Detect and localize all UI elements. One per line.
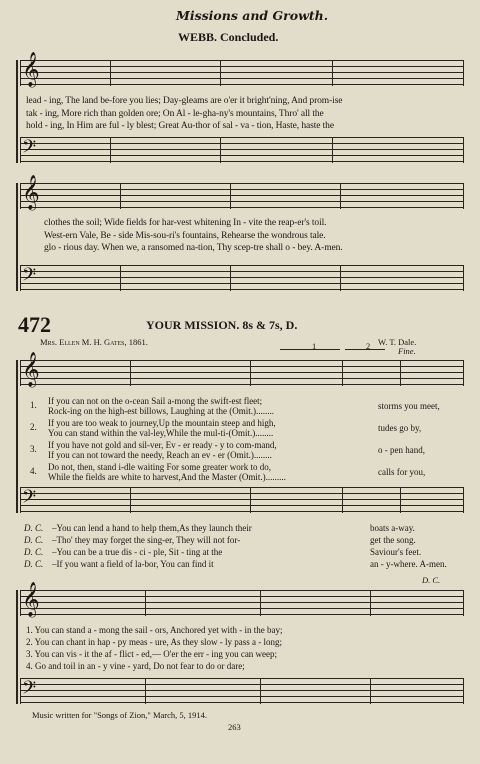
verse-tail: tudes go by, bbox=[378, 423, 422, 433]
second-ending-bracket bbox=[345, 349, 385, 350]
dc-label: D. C. bbox=[24, 523, 44, 533]
verse-line-2: You can stand within the val-ley,While the mul-ti-(Omit.)........ bbox=[48, 428, 274, 438]
verse-number: 3. bbox=[30, 444, 37, 454]
lyric-line: West-ern Vale, Be - side Mis-sou-ri's fountains, Rehearse the wondrous tale. bbox=[44, 231, 326, 241]
bass-clef-icon: 𝄢 bbox=[22, 137, 37, 162]
author-credit: Mrs. Ellen M. H. Gates, 1861. bbox=[40, 337, 148, 347]
verse-line-2: While the fields are white to harvest,And the Master (Omit.)......... bbox=[48, 472, 286, 482]
treble-clef-icon: 𝄞 bbox=[22, 352, 40, 387]
chorus-lyric-line: 3. You can vis - it the af - flict - ed,— O'er the err - ing you can weep; bbox=[26, 649, 278, 659]
verse-line-2: Rock-ing on the high-est billows, Laughing at the (Omit.)........ bbox=[48, 406, 274, 416]
footer-note: Music written for "Songs of Zion," March, 5, 1914. bbox=[32, 710, 208, 720]
verse-number: 2. bbox=[30, 422, 37, 432]
dc-text: –If you want a field of la-bor, You can find it bbox=[52, 559, 214, 569]
dc-label: D. C. bbox=[24, 547, 44, 557]
staff-bass-1 bbox=[20, 137, 464, 163]
lyric-line: lead - ing, The land be-fore you lies; Day-gleams are o'er it bright'ning, And prom-ise bbox=[26, 96, 343, 106]
system-brace bbox=[16, 360, 18, 513]
treble-clef-icon: 𝄞 bbox=[22, 52, 40, 87]
bass-clef-icon: 𝄢 bbox=[22, 487, 37, 512]
staff-bass-2 bbox=[20, 265, 464, 291]
lyric-line: tak - ing, More rich than golden ore; On Al - le-gha-ny's mountains, Thro' all the bbox=[26, 109, 324, 119]
verse-line-1: Do not, then, stand i-dle waiting For some greater work to do, bbox=[48, 462, 271, 472]
hymn-title-webb: WEBB. Concluded. bbox=[178, 30, 279, 44]
bass-clef-icon: 𝄢 bbox=[22, 265, 37, 290]
staff-bass-3 bbox=[20, 487, 464, 513]
hymn-title-your-mission: YOUR MISSION. 8s & 7s, D. bbox=[146, 318, 298, 332]
chorus-lyric-line: 1. You can stand a - mong the sail - ors, Anchored yet with - in the bay; bbox=[26, 625, 283, 635]
bass-clef-icon: 𝄢 bbox=[22, 678, 37, 703]
dc-text: –You can lend a hand to help them,As they launch their bbox=[52, 523, 252, 533]
first-ending-label: 1 bbox=[312, 341, 317, 351]
system-brace bbox=[16, 590, 18, 704]
hymn-number: 472 bbox=[18, 312, 51, 337]
dc-end: get the song. bbox=[370, 535, 416, 545]
treble-clef-icon: 𝄞 bbox=[22, 175, 40, 210]
verse-number: 1. bbox=[30, 400, 37, 410]
first-ending-bracket bbox=[280, 349, 340, 350]
staff-treble-1 bbox=[20, 52, 464, 87]
staff-treble-3 bbox=[20, 352, 464, 387]
dc-label: D. C. bbox=[24, 535, 44, 545]
page-number: 263 bbox=[228, 722, 241, 732]
second-ending-label: 2 bbox=[366, 341, 371, 351]
dc-end: Saviour's feet. bbox=[370, 547, 422, 557]
system-brace bbox=[16, 183, 18, 291]
running-head: Missions and Growth. bbox=[176, 8, 329, 23]
verse-line-1: If you can not on the o-cean Sail a-mong the swift-est fleet; bbox=[48, 396, 263, 406]
staff-treble-2 bbox=[20, 175, 464, 210]
verse-tail: calls for you, bbox=[378, 467, 426, 477]
composer-credit: W. T. Dale. bbox=[378, 337, 417, 347]
verse-tail: storms you meet, bbox=[378, 401, 440, 411]
dc-end: an - y-where. A-men. bbox=[370, 559, 447, 569]
treble-clef-icon: 𝄞 bbox=[22, 582, 40, 617]
staff-bass-4 bbox=[20, 678, 464, 704]
system-brace bbox=[16, 60, 18, 163]
chorus-lyric-line: 4. Go and toil in an - y vine - yard, Do not fear to do or dare; bbox=[26, 661, 245, 671]
lyric-line: clothes the soil; Wide fields for har-vest whitening In - vite the reap-er's toil. bbox=[44, 218, 327, 228]
verse-number: 4. bbox=[30, 466, 37, 476]
lyric-line: glo - rious day. When we, a ransomed na-tion, Thy scep-tre shall o - bey. A-men. bbox=[44, 243, 343, 253]
chorus-lyric-line: 2. You can chant in hap - py meas - ure, As they slow - ly pass a - long; bbox=[26, 637, 282, 647]
verse-line-2: If you can not toward the needy, Reach an ev - er (Omit.)........ bbox=[48, 450, 272, 460]
verse-line-1: If you are too weak to journey,Up the mountain steep and high, bbox=[48, 418, 276, 428]
lyric-line: hold - ing, In Him are ful - ly blest; Great Au-thor of sal - va - tion, Haste, haste the bbox=[26, 121, 334, 131]
verse-line-1: If you have not gold and sil-ver, Ev - er ready - y to com-mand, bbox=[48, 440, 277, 450]
verse-tail: o - pen hand, bbox=[378, 445, 425, 455]
dc-text: –Tho' they may forget the sing-er, They will not for- bbox=[52, 535, 241, 545]
dc-end: boats a-way. bbox=[370, 523, 415, 533]
staff-treble-4 bbox=[20, 582, 464, 617]
dc-text: –You can be a true dis - ci - ple, Sit - ting at the bbox=[52, 547, 223, 557]
dc-label: D. C. bbox=[24, 559, 44, 569]
fine-marking: Fine. bbox=[398, 346, 416, 356]
dc-mark: D. C. bbox=[422, 575, 441, 585]
